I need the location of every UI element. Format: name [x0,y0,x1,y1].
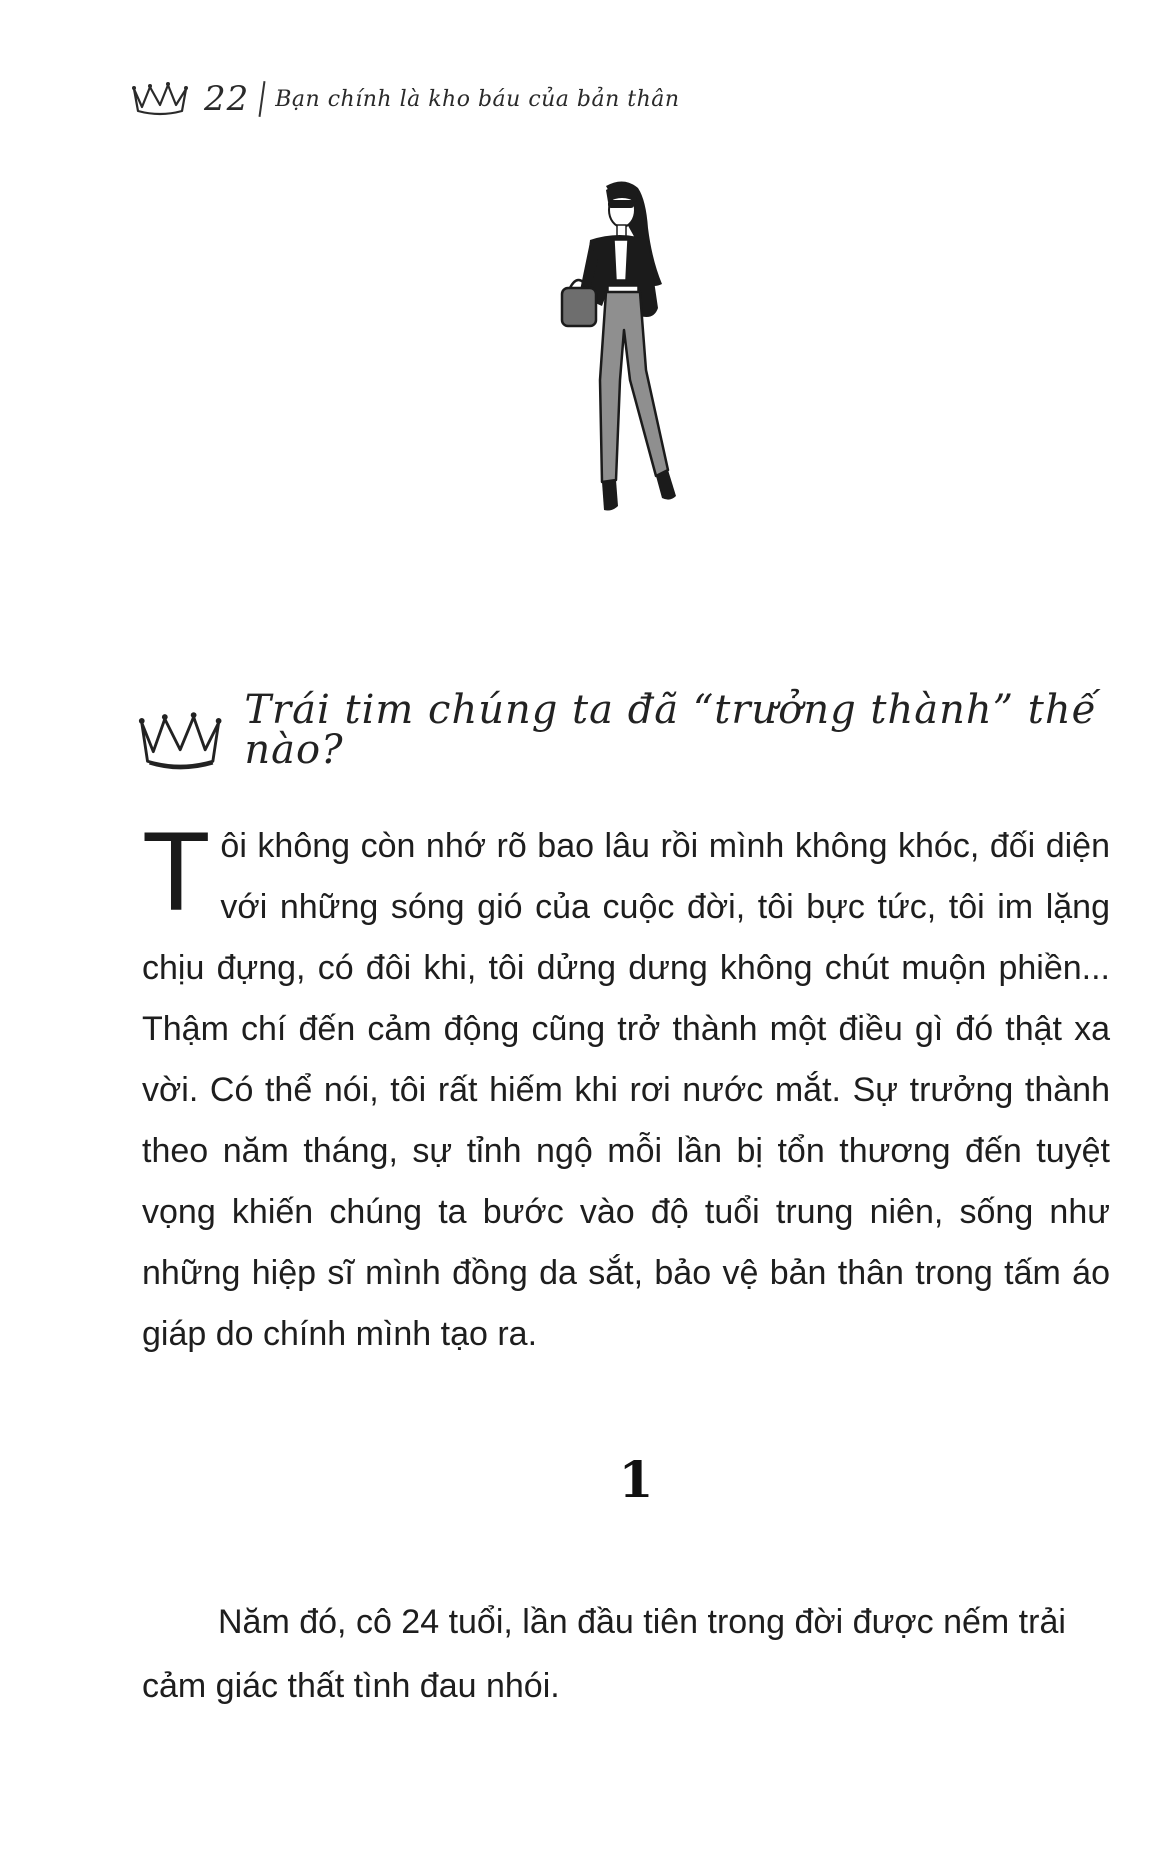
running-header [130,64,680,134]
section-heading [136,687,1172,776]
running-title: Bạn chính là kho báu của bản thân [275,86,680,112]
intro-paragraph [142,809,1110,1365]
crown-icon [136,710,224,776]
intro-text: ôi không còn nhớ rõ bao lâu rồi mình không khóc, đối diện với những sóng gió của cuộc đời, tôi bực tức, tôi im lặng chịu đựng, có đôi khi, tôi dửng dưng không chút muộn phiền... Thậm chí đến cảm động cũng trở thành một điều gì đó thật xa vời. Có thể nói, tôi rất hiếm khi rơi nước mắt. Sự trưởng thành theo năm tháng, sự tỉnh ngộ mỗi lần bị tổn thương đến tuyệt vọng khiến chúng ta bước vào độ tuổi trung niên, sống như những hiệp sĩ mình đồng da sắt, bảo vệ bản thân trong tấm áo giáp do chính mình tạo ra. [142,827,1110,1353]
chapter-number: 1 [618,1450,654,1509]
drop-cap: T [142,809,211,934]
section-title: Trái tim chúng ta đã “trưởng thành” thế nào? [244,687,1098,773]
body-paragraph: Năm đó, cô 24 tuổi, lần đầu tiên trong đời được nếm trải cảm giác thất tình đau nhói. [142,1603,1066,1705]
crown-icon [130,79,192,119]
page-number: 22 [204,79,250,119]
header-divider [259,81,266,117]
woman-figure-illustration [520,180,720,610]
